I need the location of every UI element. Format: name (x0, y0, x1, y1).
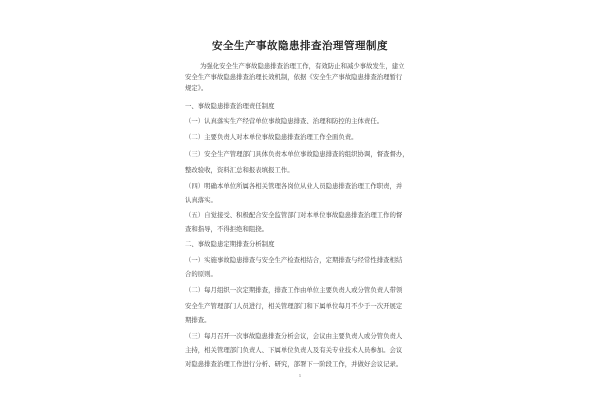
paragraph-line: 查和指导，不得拒绝和阻挠。 (185, 225, 269, 233)
page-number: 1 (298, 373, 302, 378)
paragraph-line: 为强化安全生产事故隐患排查治理工作，有效防止和减少事故发生，建立 (200, 62, 405, 70)
paragraph-line: 期排查。 (185, 316, 211, 324)
document-title: 安全生产事故隐患排查治理管理制度 (212, 40, 388, 52)
paragraph-line: 安全生产事故隐患排查治理长效机制，依据《安全生产事故隐患排查治理暂行 (185, 73, 403, 81)
paragraph-line: （二）每月组织一次定期排查，排查工作由单位主要负责人或分管负责人带领 (185, 286, 403, 294)
paragraph-line: 主持，相关管理部门负责人、下属单位负责人及有关专业技术人员参加。会议 (185, 346, 403, 354)
paragraph-line: （三）安全生产管理部门具体负责本单位事故隐患排查的组织协调，督查督办， (185, 150, 409, 158)
paragraph-line: （一）实施事故隐患排查与安全生产检查相结合，定期排查与经常性排查相结 (185, 256, 403, 264)
paragraph-line: （五）自觉接受、积极配合安全监管部门对本单位事故隐患排查治理工作的督 (185, 211, 403, 219)
paragraph-line: （四）明确本单位所属各相关管理各岗位从业人员隐患排查治理工作职责，并 (185, 182, 403, 190)
paragraph-line: （三）每月召开一次事故隐患排查分析会议，会议由主要负责人或分管负责人 (185, 332, 403, 340)
paragraph-line: 合的原则。 (185, 270, 217, 278)
paragraph-line: 认真落实。 (185, 196, 217, 204)
paragraph-line: 对隐患排查治理工作进行分析、研究，部署下一阶段工作，并做好会议记录。 (185, 360, 403, 368)
paragraph-line: 安全生产管理部门人员进行，相关管理部门和下属单位每月不少于一次开展定 (185, 302, 403, 310)
paragraph-line: （二）主要负责人对本单位事故隐患排查治理工作全面负责。 (185, 133, 358, 141)
paragraph-line: （一）认真落实生产经营单位事故隐患排查、治理和防控的主体责任。 (185, 117, 384, 125)
paragraph-line: 整改验收，资料汇总和报表填报工作。 (185, 166, 294, 174)
paragraph-line: 规定》。 (185, 84, 208, 92)
section-heading: 二、事故隐患定期排查分析制度 (185, 240, 275, 248)
section-heading: 一、事故隐患排查治理责任制度 (185, 102, 275, 110)
